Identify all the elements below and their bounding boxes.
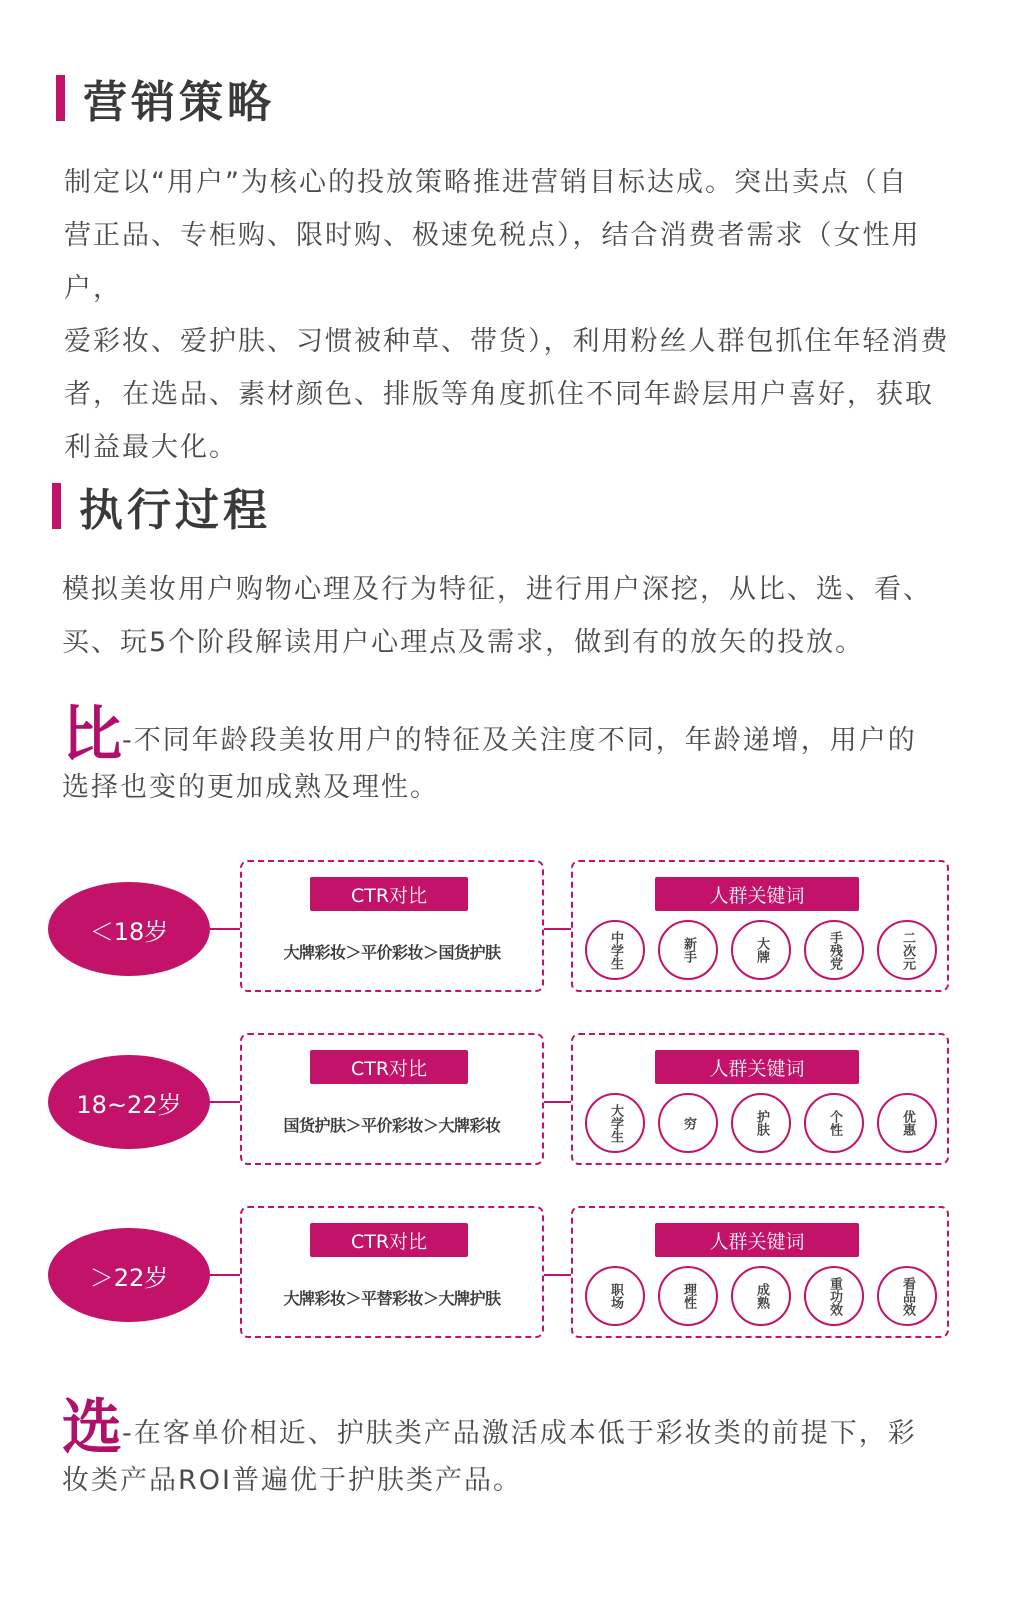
keyword-circle: 大牌 bbox=[731, 920, 791, 980]
keyword-label: 人群关键词 bbox=[655, 1050, 859, 1084]
keyword-circle: 大学生 bbox=[585, 1093, 645, 1153]
ctr-box bbox=[240, 860, 544, 992]
keyword-label: 人群关键词 bbox=[655, 1223, 859, 1257]
select-paragraph bbox=[62, 1393, 962, 1507]
keyword-circle: 二次元 bbox=[877, 920, 937, 980]
keyword-circle: 个性 bbox=[804, 1093, 864, 1153]
title-accent-bar bbox=[56, 75, 65, 121]
section-title-marketing bbox=[56, 66, 275, 130]
age-badge: ＜18岁 bbox=[48, 882, 210, 976]
keyword-box bbox=[571, 1033, 949, 1165]
connector-line bbox=[544, 1101, 571, 1103]
ctr-label: CTR对比 bbox=[310, 1050, 468, 1084]
connector-line bbox=[544, 928, 571, 930]
ctr-ranking: 大牌彩妆＞平替彩妆＞大牌护肤 bbox=[283, 1289, 501, 1308]
keyword-circle: 看品效 bbox=[877, 1266, 937, 1326]
ctr-ranking: 大牌彩妆＞平价彩妆＞国货护肤 bbox=[283, 943, 501, 962]
execution-paragraph bbox=[62, 563, 962, 669]
compare-line-1: -不同年龄段美妆用户的特征及关注度不同，年龄递增，用户的 bbox=[122, 725, 917, 756]
ctr-ranking: 国货护肤＞平价彩妆＞大牌彩妆 bbox=[283, 1116, 501, 1135]
connector-line bbox=[210, 1101, 240, 1103]
paragraph-line: 营正品、专柜购、限时购、极速免税点），结合消费者需求（女性用户， bbox=[64, 220, 921, 304]
paragraph-line: 买、玩5个阶段解读用户心理点及需求，做到有的放矢的投放。 bbox=[62, 627, 865, 658]
keyword-circle: 成熟 bbox=[731, 1266, 791, 1326]
keyword-circle: 重功效 bbox=[804, 1266, 864, 1326]
keyword-list bbox=[585, 920, 939, 982]
age-row bbox=[0, 860, 1016, 1000]
keyword-circle: 护肤 bbox=[731, 1093, 791, 1153]
keyword-circle: 中学生 bbox=[585, 920, 645, 980]
age-badge: ＞22岁 bbox=[48, 1228, 210, 1322]
paragraph-line: 模拟美妆用户购物心理及行为特征，进行用户深挖，从比、选、看、 bbox=[62, 574, 932, 605]
compare-big-char: 比 bbox=[62, 700, 122, 770]
keyword-circle: 优惠 bbox=[877, 1093, 937, 1153]
paragraph-line: 利益最大化。 bbox=[64, 432, 238, 463]
keyword-box bbox=[571, 1206, 949, 1338]
title-accent-bar bbox=[52, 483, 61, 529]
keyword-label: 人群关键词 bbox=[655, 877, 859, 911]
age-row bbox=[0, 1033, 1016, 1173]
section-title-execution bbox=[52, 474, 271, 538]
section-title-text: 营销策略 bbox=[83, 77, 275, 128]
keyword-circle: 新手 bbox=[658, 920, 718, 980]
age-badge: 18~22岁 bbox=[48, 1055, 210, 1149]
compare-paragraph bbox=[62, 700, 962, 814]
keyword-list bbox=[585, 1266, 939, 1328]
compare-line-2: 选择也变的更加成熟及理性。 bbox=[62, 772, 439, 803]
keyword-circle: 职场 bbox=[585, 1266, 645, 1326]
select-big-char: 选 bbox=[62, 1393, 122, 1463]
ctr-label: CTR对比 bbox=[310, 877, 468, 911]
paragraph-line: 者，在选品、素材颜色、排版等角度抓住不同年龄层用户喜好，获取 bbox=[64, 379, 934, 410]
section-title-text: 执行过程 bbox=[79, 485, 271, 536]
age-row bbox=[0, 1206, 1016, 1346]
keyword-circle: 穷 bbox=[658, 1093, 718, 1153]
connector-line bbox=[544, 1274, 571, 1276]
keyword-list bbox=[585, 1093, 939, 1155]
marketing-paragraph bbox=[64, 156, 964, 474]
ctr-label: CTR对比 bbox=[310, 1223, 468, 1257]
select-line-2: 妆类产品ROI普遍优于护肤类产品。 bbox=[62, 1465, 522, 1496]
paragraph-line: 爱彩妆、爱护肤、习惯被种草、带货），利用粉丝人群包抓住年轻消费 bbox=[64, 326, 950, 357]
connector-line bbox=[210, 1274, 240, 1276]
ctr-box bbox=[240, 1033, 544, 1165]
keyword-circle: 理性 bbox=[658, 1266, 718, 1326]
connector-line bbox=[210, 928, 240, 930]
paragraph-line: 制定以“用户”为核心的投放策略推进营销目标达成。突出卖点（自 bbox=[64, 167, 908, 198]
select-line-1: -在客单价相近、护肤类产品激活成本低于彩妆类的前提下，彩 bbox=[122, 1418, 917, 1449]
keyword-box bbox=[571, 860, 949, 992]
ctr-box bbox=[240, 1206, 544, 1338]
keyword-circle: 手残党 bbox=[804, 920, 864, 980]
